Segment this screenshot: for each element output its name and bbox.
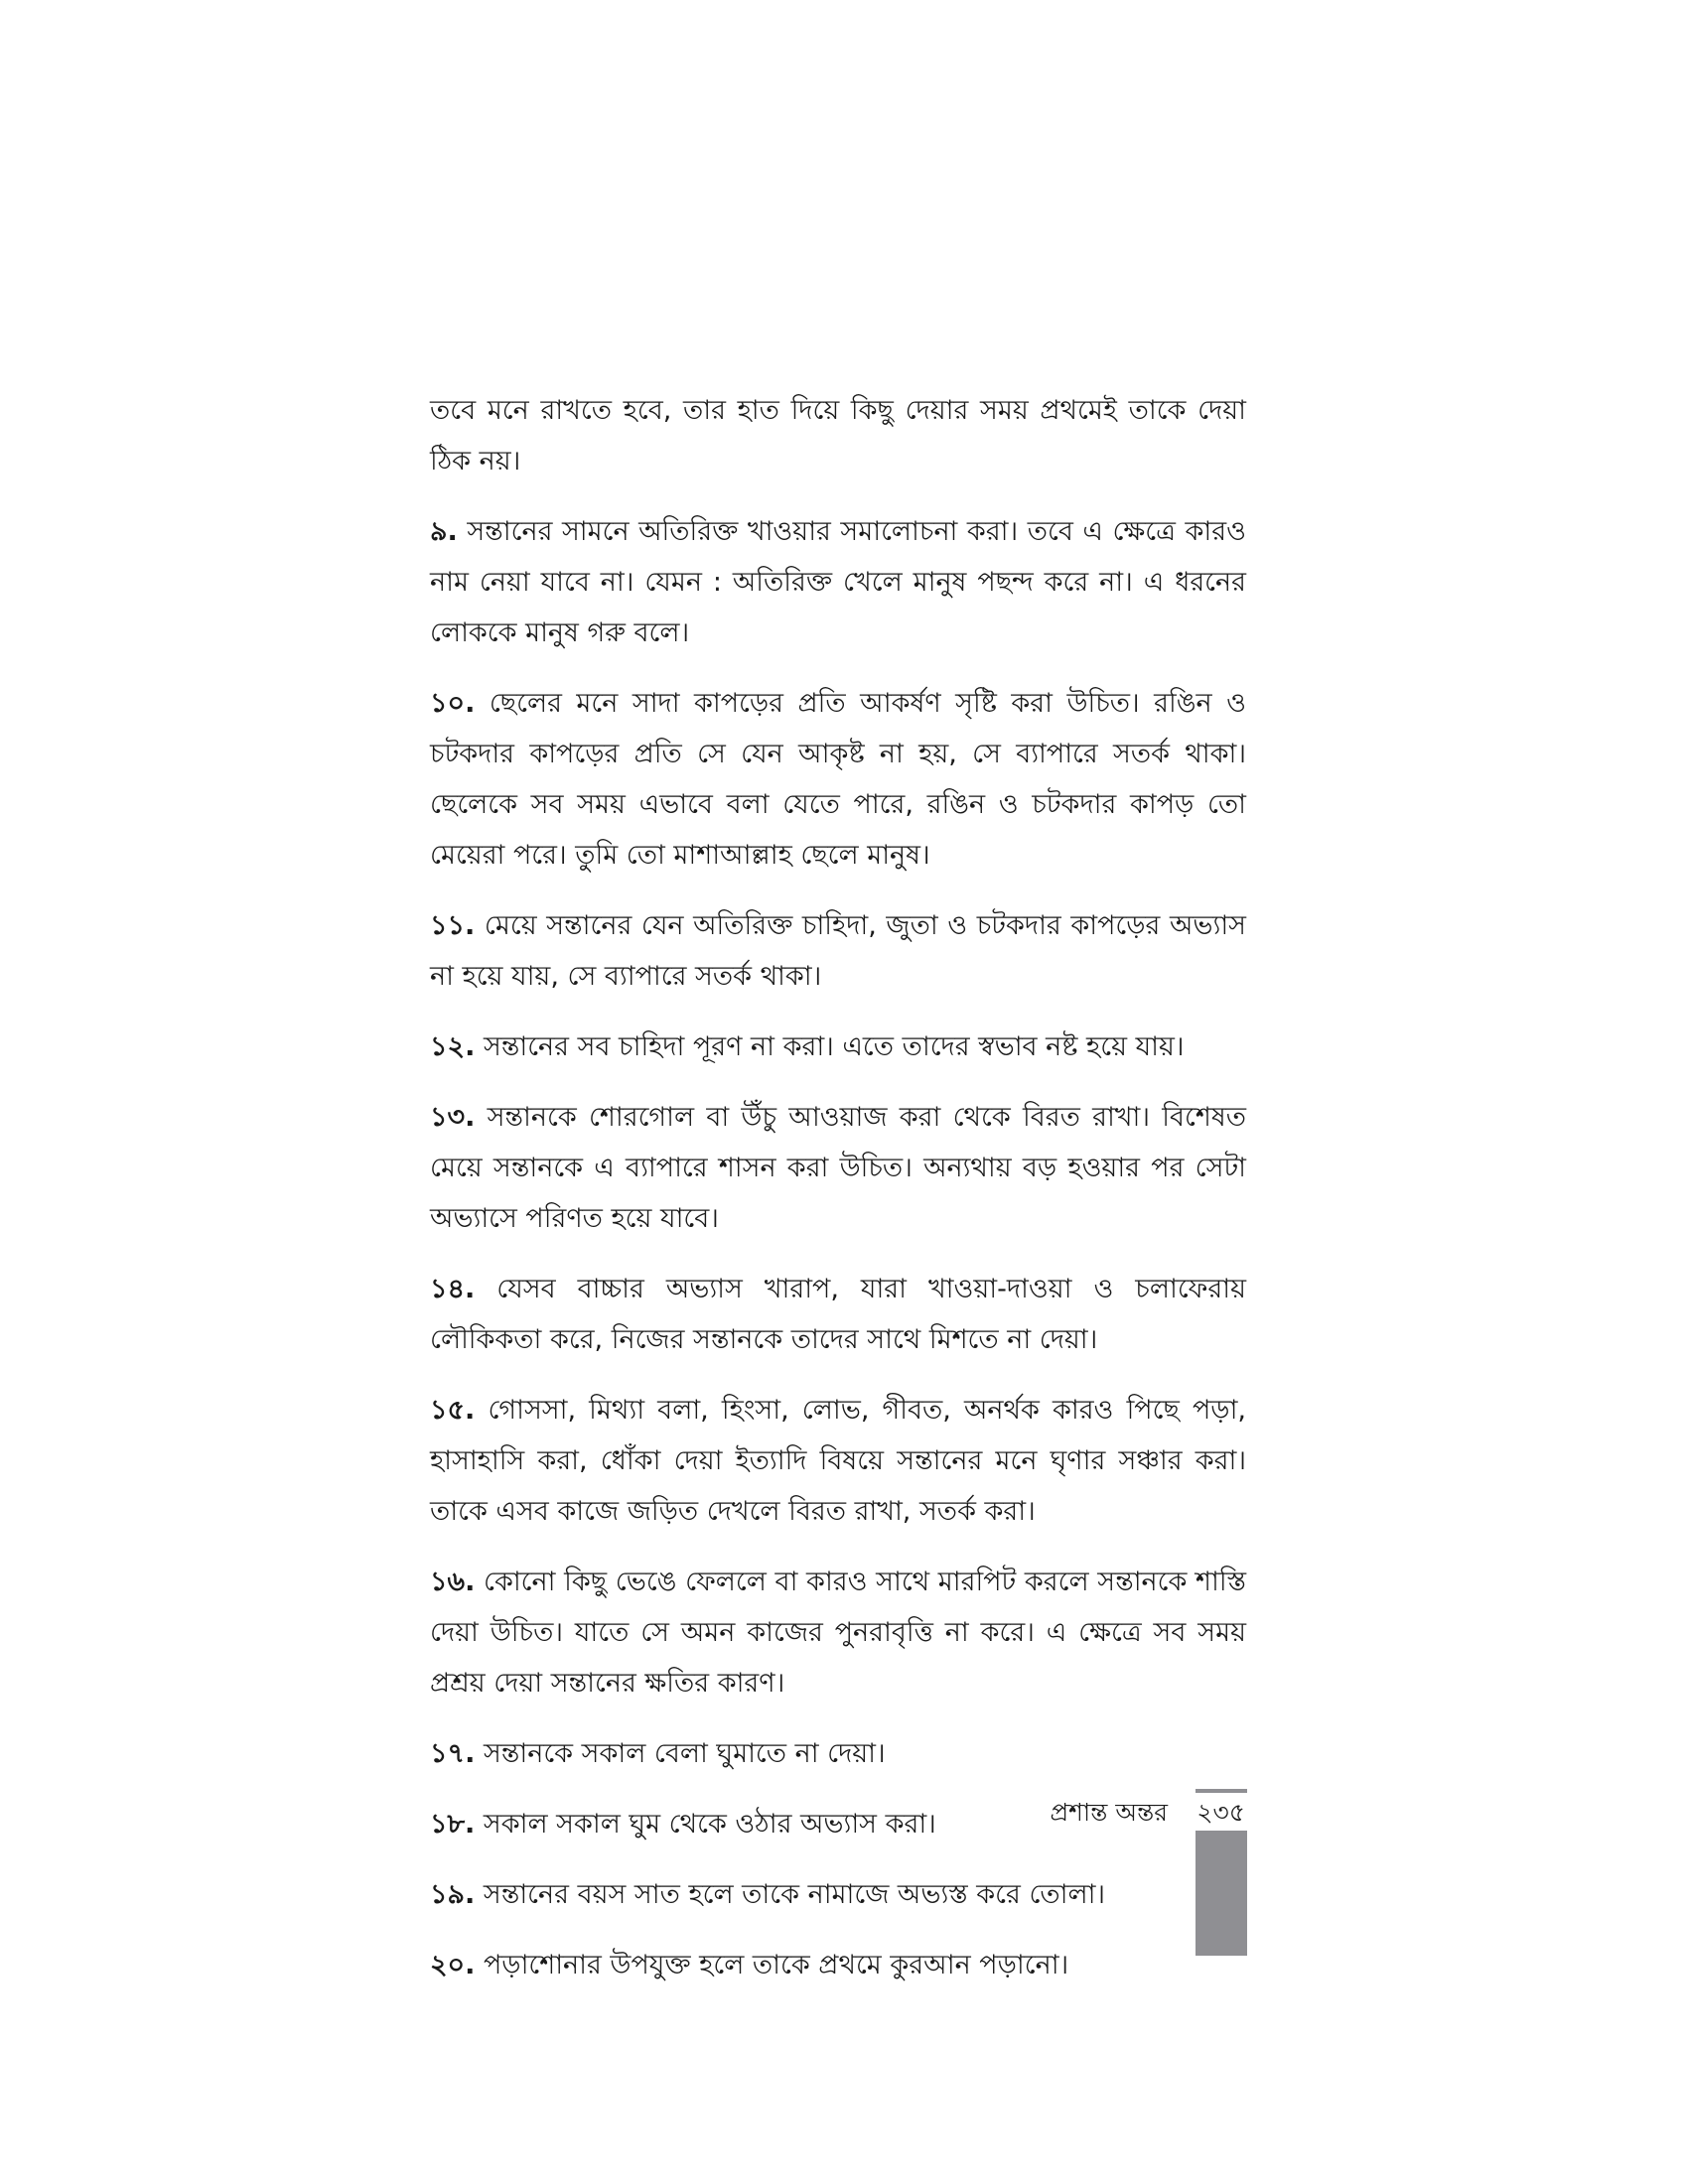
page-footer: [993, 1787, 1247, 1956]
item-text: মেয়ে সন্তানের যেন অতিরিক্ত চাহিদা, জুতা ও চটকদার কাপড়ের অভ্যাস না হয়ে যায়, সে ব্যাপারে সতর্ক থাকা।: [430, 910, 1246, 992]
page-number: ২৩৫: [1196, 1798, 1245, 1827]
paragraph-continuation: [430, 385, 1246, 486]
item-text: সন্তানকে শোরগোল বা উঁচু আওয়াজ করা থেকে বিরত রাখা। বিশেষত মেয়ে সন্তানকে এ ব্যাপারে শাসন করা উচিত। অন্যথায় বড় হওয়ার পর সেটা অভ্যাসে পরিণত হয়ে যাবে।: [430, 1102, 1246, 1234]
item-text: পড়াশোনার উপযুক্ত হলে তাকে প্রথমে কুরআন পড়ানো।: [483, 1950, 1069, 1980]
item-number: ১৪.: [430, 1274, 476, 1304]
item-number: ১২.: [430, 1031, 476, 1062]
body-text: [430, 385, 1246, 2010]
item-number: ১১.: [430, 910, 476, 941]
list-item: [430, 900, 1246, 1002]
item-text: ছেলের মনে সাদা কাপড়ের প্রতি আকর্ষণ সৃষ্টি করা উচিত। রঙিন ও চটকদার কাপড়ের প্রতি সে যেন আকৃষ্ট না হয়, সে ব্যাপারে সতর্ক থাকা। ছেলেকে সব সময় এভাবে বলা যেতে পারে, রঙিন ও চটকদার কাপড় তো মেয়েরা পরে। তুমি তো মাশাআল্লাহ ছেলে মানুষ।: [430, 688, 1246, 871]
list-item: [430, 506, 1246, 658]
paragraph-text: তবে মনে রাখতে হবে, তার হাত দিয়ে কিছু দেয়ার সময় প্রথমেই তাকে দেয়া ঠিক নয়।: [430, 395, 1246, 477]
item-number: ১৯.: [430, 1879, 476, 1910]
item-number: ১০.: [430, 688, 476, 719]
list-item: [430, 1385, 1246, 1537]
item-number: ১৭.: [430, 1738, 476, 1769]
item-number: ১৩.: [430, 1102, 476, 1133]
item-text: সন্তানকে সকাল বেলা ঘুমাতে না দেয়া।: [483, 1738, 886, 1769]
item-text: সকাল সকাল ঘুম থেকে ওঠার অভ্যাস করা।: [483, 1809, 936, 1840]
item-number: ১৫.: [430, 1395, 476, 1426]
item-number: ২০.: [430, 1950, 476, 1980]
list-item: [430, 1264, 1246, 1365]
list-item: [430, 1092, 1246, 1244]
item-text: যেসব বাচ্চার অভ্যাস খারাপ, যারা খাওয়া-দাওয়া ও চলাফেরায় লৌকিকতা করে, নিজের সন্তানকে তাদের সাথে মিশতে না দেয়া।: [430, 1274, 1246, 1355]
thumb-tab: [1196, 1831, 1247, 1956]
item-text: সন্তানের সামনে অতিরিক্ত খাওয়ার সমালোচনা করা। তবে এ ক্ষেত্রে কারও নাম নেয়া যাবে না। যেমন : অতিরিক্ত খেলে মানুষ পছন্দ করে না। এ ধরনের লোককে মানুষ গরু বলে।: [430, 516, 1246, 648]
item-number: ৯.: [430, 516, 458, 547]
item-number: ১৬.: [430, 1567, 476, 1597]
book-title: প্রশান্ত অন্তর: [1050, 1798, 1168, 1827]
footer-tab-rule: [1196, 1789, 1247, 1793]
item-text: সন্তানের বয়স সাত হলে তাকে নামাজে অভ্যস্ত করে তোলা।: [483, 1879, 1106, 1910]
item-text: গোসসা, মিথ্যা বলা, হিংসা, লোভ, গীবত, অনর্থক কারও পিছে পড়া, হাসাহাসি করা, ধোঁকা দেয়া ইত্যাদি বিষয়ে সন্তানের মনে ঘৃণার সঞ্চার করা। তাকে এসব কাজে জড়িত দেখলে বিরত রাখা, সতর্ক করা।: [430, 1395, 1246, 1527]
item-text: কোনো কিছু ভেঙে ফেললে বা কারও সাথে মারপিট করলে সন্তানকে শাস্তি দেয়া উচিত। যাতে সে অমন কাজের পুনরাবৃত্তি না করে। এ ক্ষেত্রে সব সময় প্রশ্রয় দেয়া সন্তানের ক্ষতির কারণ।: [430, 1567, 1246, 1699]
list-item: [430, 1728, 1246, 1779]
list-item: [430, 1557, 1246, 1708]
list-item: [430, 1022, 1246, 1072]
list-item: [430, 678, 1246, 881]
item-number: ১৮.: [430, 1809, 476, 1840]
item-text: সন্তানের সব চাহিদা পূরণ না করা। এতে তাদের স্বভাব নষ্ট হয়ে যায়।: [483, 1031, 1185, 1062]
